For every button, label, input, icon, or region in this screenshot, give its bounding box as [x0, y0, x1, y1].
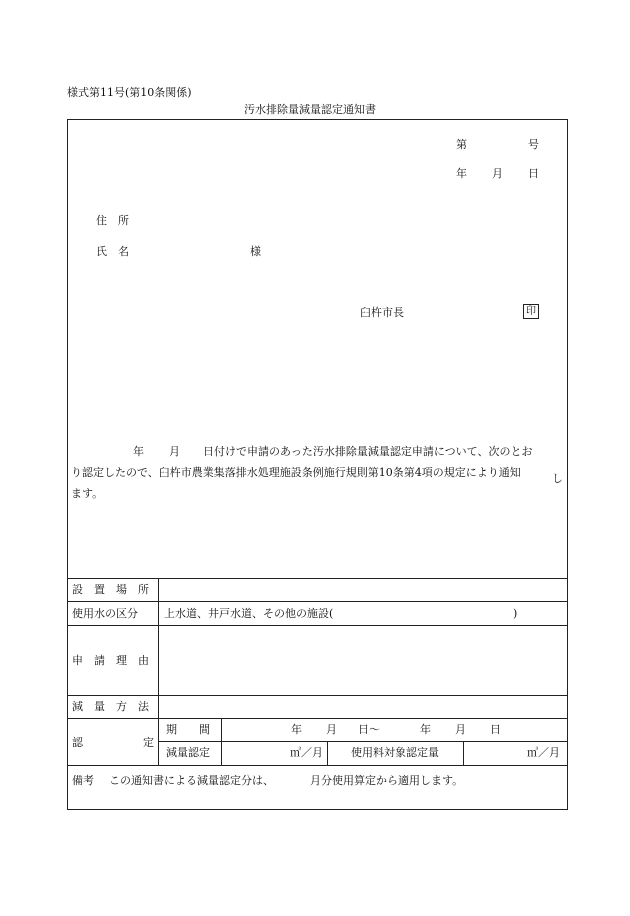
period-start-month: 月: [326, 723, 337, 736]
honorific: 様: [250, 245, 261, 258]
period-end-day: 日: [490, 723, 501, 736]
name-label: 氏 名: [96, 245, 129, 258]
seal-mark: 印: [523, 304, 539, 319]
period-label: 期 間: [166, 723, 210, 736]
reason-label: 申 請 理 由: [72, 654, 149, 667]
reduction-unit: ㎥／月: [290, 746, 323, 759]
certification-label-right: 定: [143, 736, 154, 749]
period-end-year: 年: [420, 723, 431, 736]
remarks-text: この通知書による減量認定分は、: [109, 774, 274, 787]
row-line-5: [67, 718, 568, 719]
date-year: 年: [456, 167, 467, 180]
reduction-label: 減量認定: [166, 746, 210, 759]
method-label: 減 量 方 法: [72, 700, 149, 713]
water-type-value: 上水道、井戸水道、その他の施設(: [164, 607, 334, 620]
row-line-3: [67, 625, 568, 626]
remarks-label: 備考: [72, 774, 94, 787]
number-prefix: 第: [456, 138, 467, 151]
row-line-inner: [158, 741, 568, 742]
remarks-text-end: 月分使用算定から適用します。: [310, 774, 464, 787]
date-month: 月: [492, 167, 503, 180]
document-title: 汚水排除量減量認定通知書: [244, 103, 376, 116]
body-line2-overflow: し: [552, 472, 563, 485]
number-suffix: 号: [528, 138, 539, 151]
certification-label-left: 認: [72, 736, 83, 749]
fee-unit: ㎥／月: [527, 746, 560, 759]
period-start-year: 年: [291, 723, 302, 736]
issuer-name: 臼杵市長: [360, 306, 404, 319]
address-label: 住 所: [96, 214, 129, 227]
form-number: 様式第11号(第10条関係): [67, 86, 192, 99]
body-year: 年: [133, 445, 144, 458]
period-column-line: [221, 718, 222, 765]
body-line2: り認定したので、臼杵市農業集落排水処理施設条例施行規則第10条第4項の規定により通知: [71, 466, 521, 479]
fee-label: 使用料対象認定量: [351, 746, 439, 759]
date-day: 日: [528, 167, 539, 180]
water-type-close: ): [513, 607, 518, 620]
body-month: 月: [169, 445, 180, 458]
body-line3: ます。: [71, 487, 104, 500]
period-end-month: 月: [455, 723, 466, 736]
water-type-label: 使用水の区分: [72, 607, 138, 620]
body-line1: 日付けで申請のあった汚水排除量減量認定申請について、次のとお: [203, 445, 533, 458]
row-line-6: [67, 765, 568, 766]
unit-column-line: [327, 741, 328, 765]
table-top-line: [67, 578, 568, 579]
location-label: 設 置 場 所: [72, 583, 149, 596]
fee-value-column-line: [463, 741, 464, 765]
label-column-line: [158, 578, 159, 765]
row-line-2: [67, 601, 568, 602]
row-line-4: [67, 695, 568, 696]
period-start-day: 日〜: [358, 723, 380, 736]
